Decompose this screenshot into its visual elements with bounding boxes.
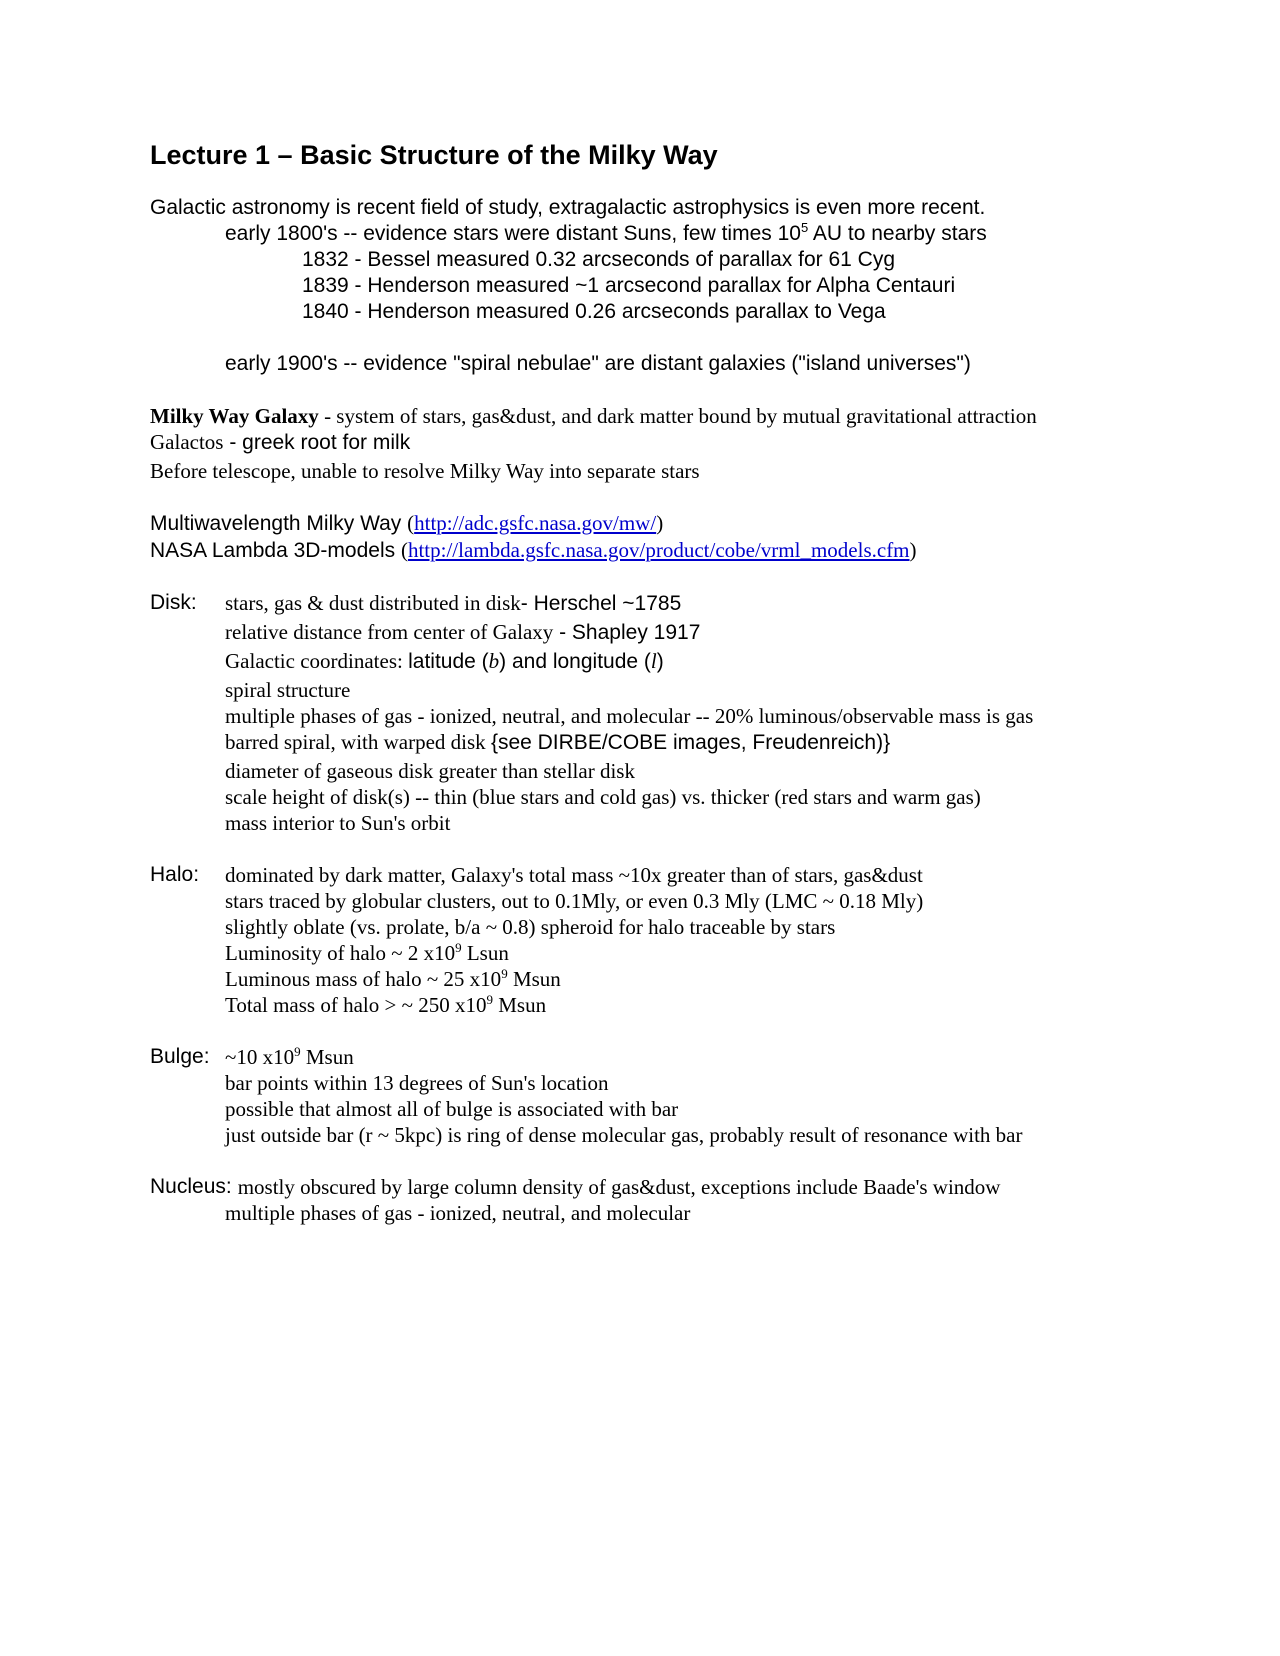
halo-section	[150, 862, 1150, 1018]
halo-line: stars traced by globular clusters, out to 0.1Mly, or even 0.3 Mly (LMC ~ 0.18 Mly)	[225, 889, 924, 913]
halo-line: Total mass of halo > ~ 250 $x10^9$ Msun	[225, 992, 547, 1017]
disk-line: scale height of disk(s) -- thin (blue stars and cold gas) vs. thicker (red stars and warm gas)	[225, 785, 981, 809]
page-title: Lecture 1 – Basic Structure of the Milky Way	[150, 140, 718, 170]
telescope-note: Before telescope, unable to resolve Milky Way into separate stars	[150, 459, 700, 483]
nucleus-line: mostly obscured by large column density of gas&dust, exceptions include Baade's window	[237, 1175, 1001, 1199]
history-1900s: early 1900's -- evidence "spiral nebulae" are distant galaxies ("island universes")	[225, 352, 971, 375]
galactos-definition: Galactos - greek root for milk	[150, 430, 411, 454]
bulge-line: ~10 $x10^9$ Msun	[225, 1044, 354, 1069]
disk-line: mass interior to Sun's orbit	[225, 811, 451, 835]
mw-link-line: Multiwavelength Milky Way (http://adc.gsfc.nasa.gov/mw/)	[150, 511, 664, 535]
section-label: Disk:	[150, 591, 197, 614]
halo-line: Luminosity of halo ~ 2 $x10^9$ Lsun	[225, 940, 509, 965]
nucleus-section	[150, 1174, 1150, 1200]
intro-line: Galactic astronomy is recent field of study, extragalactic astrophysics is even more recent.	[150, 196, 986, 219]
disk-line: spiral structure	[225, 678, 351, 702]
disk-line: barred spiral, with warped disk {see DIRBE/COBE images, Freudenreich)}	[225, 730, 891, 754]
document-page	[150, 140, 1150, 1226]
bulge-line: possible that almost all of bulge is associated with bar	[225, 1097, 679, 1121]
section-label: Nucleus:	[150, 1175, 232, 1198]
lambda-link[interactable]: http://lambda.gsfc.nasa.gov/product/cobe/vrml_models.cfm	[407, 538, 910, 562]
history-1800s: early 1800's -- evidence stars were distant Suns, few times $10^5$ AU to nearby stars	[225, 220, 987, 245]
disk-section	[150, 590, 1150, 836]
section-label: Bulge:	[150, 1045, 210, 1068]
disk-line: diameter of gaseous disk greater than stellar disk	[225, 759, 635, 783]
history-item: 1839 - Henderson measured ~1 arcsecond parallax for Alpha Centauri	[302, 274, 956, 297]
nucleus-line: multiple phases of gas - ionized, neutral, and molecular	[225, 1201, 691, 1225]
disk-line: multiple phases of gas - ionized, neutral, and molecular -- 20% luminous/observable mass is gas	[225, 704, 1034, 728]
mw-definition: Milky Way Galaxy - system of stars, gas&dust, and dark matter bound by mutual gravitational attraction	[150, 404, 1037, 428]
bulge-line: bar points within 13 degrees of Sun's location	[225, 1071, 609, 1095]
halo-line: dominated by dark matter, Galaxy's total mass ~10x greater than of stars, gas&dust	[225, 863, 923, 887]
halo-line: Luminous mass of halo ~ 25 $x10^9$ Msun	[225, 966, 561, 991]
mw-link[interactable]: http://adc.gsfc.nasa.gov/mw/	[414, 511, 657, 535]
disk-line: Galactic coordinates: latitude (b) and longitude (l)	[225, 649, 664, 673]
disk-line: stars, gas & dust distributed in disk- Herschel ~1785	[225, 591, 682, 615]
section-label: Halo:	[150, 863, 200, 886]
bulge-section	[150, 1044, 1150, 1148]
bulge-line: just outside bar (r ~ 5kpc) is ring of dense molecular gas, probably result of resonance with bar	[225, 1123, 1023, 1147]
halo-line: slightly oblate (vs. prolate, b/a ~ 0.8) spheroid for halo traceable by stars	[225, 915, 836, 939]
history-item: 1832 - Bessel measured 0.32 arcseconds of parallax for 61 Cyg	[302, 248, 895, 271]
history-item: 1840 - Henderson measured 0.26 arcseconds parallax to Vega	[302, 300, 886, 323]
disk-line: relative distance from center of Galaxy - Shapley 1917	[225, 620, 701, 644]
lambda-link-line: NASA Lambda 3D-models (http://lambda.gsfc.nasa.gov/product/cobe/vrml_models.cfm)	[150, 538, 917, 562]
